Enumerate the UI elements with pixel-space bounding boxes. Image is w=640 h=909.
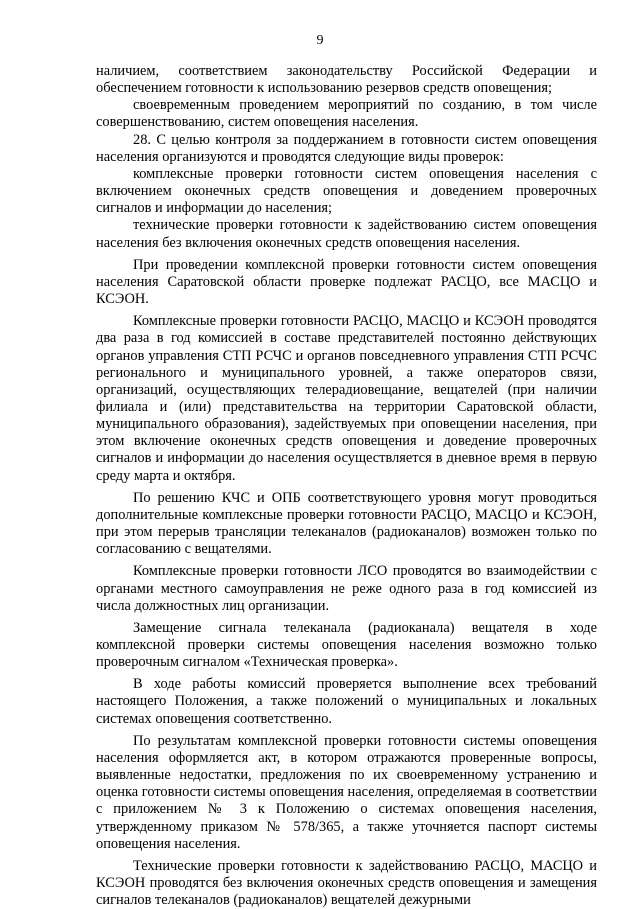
paragraph: В ходе работы комиссий проверяется выполнение всех требований настоящего Положения, а также положений о муниципальных и локальных системах оповещения соответственно. — [96, 676, 597, 727]
paragraph: технические проверки готовности к задействованию систем оповещения населения без включения оконечных средств оповещения населения. — [96, 217, 597, 251]
paragraph: Технические проверки готовности к задействованию РАСЦО, МАСЦО и КСЭОН проводятся без включения оконечных средств оповещения и замещения сигналов телеканалов (радиоканалов) вещателей дежурными — [96, 857, 597, 909]
paragraph: Комплексные проверки готовности РАСЦО, МАСЦО и КСЭОН проводятся два раза в год комиссией в составе представителей постоянно действующих органов управления СТП РСЧС и органов повседневного управления СТП РСЧС регионального и муниципального уровней, а также операторов связи, организаций, осуществляющих телерадиовещание, вещателей (при наличии филиала и (или) представительства на территории Саратовской области, муниципального образования), задействуемых при оповещении населения, при этом включение оконечных средств оповещения и доведение проверочных сигналов и информации до населения осуществляется в дневное время в первую среду марта и октября. — [96, 313, 597, 484]
paragraph: наличием, соответствием законодательству Российской Федерации и обеспечением готовности к использованию резервов средств оповещения; — [96, 63, 597, 97]
paragraph: Комплексные проверки готовности ЛСО проводятся во взаимодействии с органами местного самоуправления не реже одного раза в год комиссией из числа должностных лиц организации. — [96, 563, 597, 614]
paragraph: Замещение сигнала телеканала (радиоканала) вещателя в ходе комплексной проверки системы оповещения населения возможно только проверочным сигналом «Техническая проверка». — [96, 619, 597, 671]
page-number: 9 — [316, 33, 324, 48]
paragraph: 28. С целью контроля за поддержанием в готовности систем оповещения населения организуются и проводятся следующие виды проверок: — [96, 131, 597, 165]
paragraph: При проведении комплексной проверки готовности систем оповещения населения Саратовской области проверке подлежат РАСЦО, все МАСЦО и КСЭОН. — [96, 256, 597, 308]
body-text — [96, 63, 597, 909]
paragraph: По результатам комплексной проверки готовности системы оповещения населения оформляется акт, в котором отражаются проверенные вопросы, выявленные недостатки, предложения по их своевременному устранению и оценка готовности системы оповещения населения, определяемая в соответствии с приложением № 3 к Положению о системах оповещения населения, утвержденному приказом № 578/365, а также уточняется паспорт системы оповещения населения. — [96, 732, 597, 852]
paragraph: комплексные проверки готовности систем оповещения населения с включением оконечных средств оповещения и доведением проверочных сигналов и информации до населения; — [96, 165, 597, 217]
paragraph: По решению КЧС и ОПБ соответствующего уровня могут проводиться дополнительные комплексные проверки готовности РАСЦО, МАСЦО и КСЭОН, при этом перерыв трансляции телеканалов (радиоканалов) возможен только по согласованию с вещателями. — [96, 489, 597, 558]
paragraph: своевременным проведением мероприятий по созданию, в том числе совершенствованию, систем оповещения населения. — [96, 97, 597, 131]
